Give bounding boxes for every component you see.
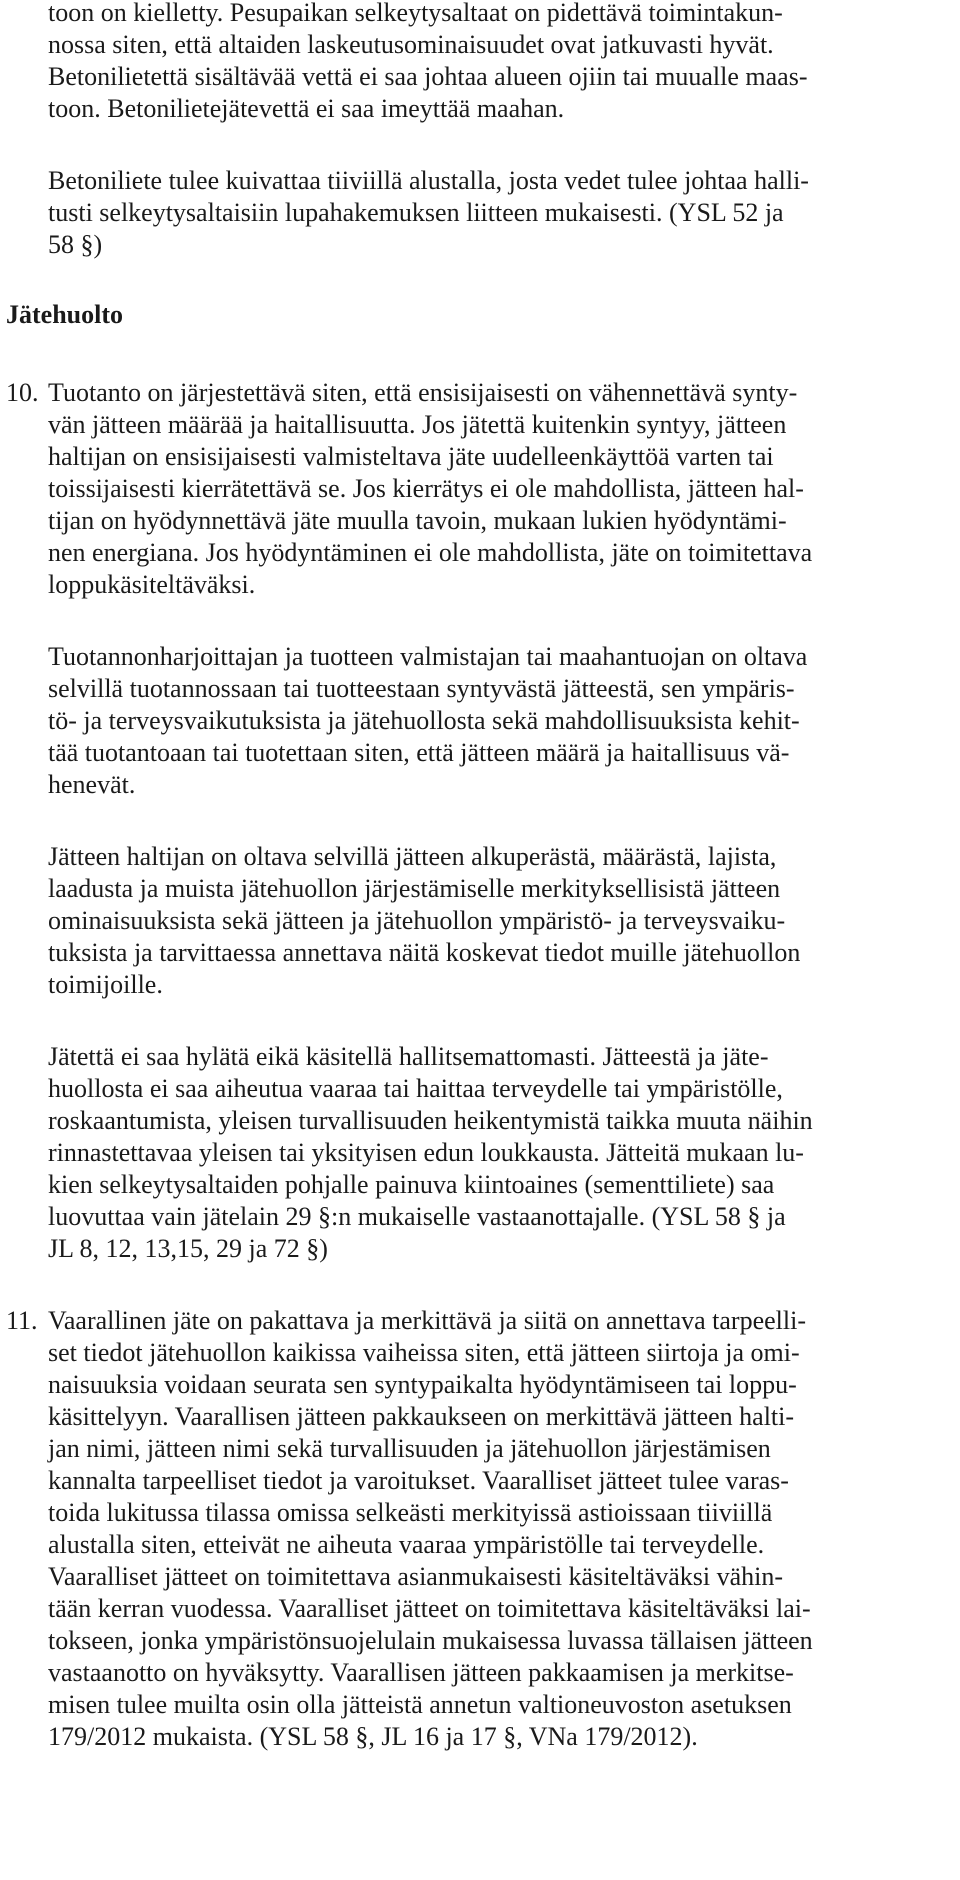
item-number: 10. — [6, 378, 39, 407]
text-line: ominaisuuksista sekä jätteen ja jätehuollon ympäristö- ja terveysvaiku- — [48, 906, 786, 935]
text-line: selvillä tuotannossaan tai tuotteestaan syntyvästä jätteestä, sen ympäris- — [48, 674, 795, 703]
text-line: toon. Betonilietejätevettä ei saa imeyttää maahan. — [48, 94, 565, 123]
text-line: toon on kielletty. Pesupaikan selkeytysaltaat on pidettävä toimintakun- — [48, 0, 783, 27]
text-line: 58 §) — [48, 230, 103, 259]
text-line: Vaarallinen jäte on pakattava ja merkittävä ja siitä on annettava tarpeelli- — [48, 1306, 806, 1335]
text-line: set tiedot jätehuollon kaikissa vaiheissa siten, että jätteen siirtoja ja omi- — [48, 1338, 800, 1367]
text-line: naisuuksia voidaan seurata sen syntypaikalta hyödyntämiseen tai loppu- — [48, 1370, 797, 1399]
text-line: laadusta ja muista jätehuollon järjestämiselle merkityksellisistä jätteen — [48, 874, 781, 903]
text-line: Jätteen haltijan on oltava selvillä jätteen alkuperästä, määrästä, lajista, — [48, 842, 777, 871]
text-line: vän jätteen määrää ja haitallisuutta. Jos jätettä kuitenkin syntyy, jätteen — [48, 410, 787, 439]
text-line: Jätettä ei saa hylätä eikä käsitellä hallitsemattomasti. Jätteestä ja jäte- — [48, 1042, 769, 1071]
text-line: tö- ja terveysvaikutuksista ja jätehuollosta sekä mahdollisuuksista kehit- — [48, 706, 800, 735]
text-line: rinnastettavaa yleisen tai yksityisen edun loukkausta. Jätteitä mukaan lu- — [48, 1138, 804, 1167]
text-line: huollosta ei saa aiheutua vaaraa tai haittaa terveydelle tai ympäristölle, — [48, 1074, 783, 1103]
text-line: Tuotannonharjoittajan ja tuotteen valmistajan tai maahantuojan on oltava — [48, 642, 808, 671]
text-line: tusti selkeytysaltaisiin lupahakemuksen liitteen mukaisesti. (YSL 52 ja — [48, 198, 784, 227]
text-line: tää tuotantoaan tai tuotettaan siten, että jätteen määrä ja haitallisuus vä- — [48, 738, 790, 767]
text-line: nossa siten, että altaiden laskeutusominaisuudet ovat jatkuvasti hyvät. — [48, 30, 774, 59]
text-line: tijan on hyödynnettävä jäte muulla tavoin, mukaan lukien hyödyntämi- — [48, 506, 787, 535]
text-line: toissijaisesti kierrätettävä se. Jos kierrätys ei ole mahdollista, jätteen hal- — [48, 474, 804, 503]
text-line: loppukäsiteltäväksi. — [48, 570, 256, 599]
text-line: Vaaralliset jätteet on toimitettava asianmukaisesti käsiteltäväksi vähin- — [48, 1562, 783, 1591]
text-line: misen tulee muilta osin olla jätteistä annetun valtioneuvoston asetuksen — [48, 1690, 792, 1719]
text-line: Betonilietettä sisältävää vettä ei saa johtaa alueen ojiin tai muualle maas- — [48, 62, 808, 91]
text-line: haltijan on ensisijaisesti valmisteltava jäte uudelleenkäyttöä varten tai — [48, 442, 774, 471]
text-line: kannalta tarpeelliset tiedot ja varoitukset. Vaaralliset jätteet tulee varas- — [48, 1466, 789, 1495]
text-line: vastaanotto on hyväksytty. Vaarallisen jätteen pakkaamisen ja merkitse- — [48, 1658, 794, 1687]
text-line: tokseen, jonka ympäristönsuojelulain mukaisessa luvassa tällaisen jätteen — [48, 1626, 813, 1655]
section-heading: Jätehuolto — [6, 300, 123, 329]
text-line: nen energiana. Jos hyödyntäminen ei ole mahdollista, jäte on toimitettava — [48, 538, 813, 567]
text-line: toida lukitussa tilassa omissa selkeästi merkityissä astioissaan tiiviillä — [48, 1498, 773, 1527]
text-line: kien selkeytysaltaiden pohjalle painuva kiintoaines (sementtiliete) saa — [48, 1170, 775, 1199]
text-line: Tuotanto on järjestettävä siten, että ensisijaisesti on vähennettävä synty- — [48, 378, 798, 407]
text-line: roskaantumista, yleisen turvallisuuden heikentymistä taikka muuta näihin — [48, 1106, 813, 1135]
text-line: tuksista ja tarvittaessa annettava näitä koskevat tiedot muille jätehuollon — [48, 938, 801, 967]
text-line: toimijoille. — [48, 970, 163, 999]
text-line: jan nimi, jätteen nimi sekä turvallisuuden ja jätehuollon järjestämisen — [48, 1434, 771, 1463]
text-line: käsittelyyn. Vaarallisen jätteen pakkaukseen on merkittävä jätteen halti- — [48, 1402, 795, 1431]
text-line: tään kerran vuodessa. Vaaralliset jätteet on toimitettava käsiteltäväksi lai- — [48, 1594, 811, 1623]
text-line: henevät. — [48, 770, 136, 799]
text-line: 179/2012 mukaista. (YSL 58 §, JL 16 ja 17 §, VNa 179/2012). — [48, 1722, 698, 1751]
text-line: Betoniliete tulee kuivattaa tiiviillä alustalla, josta vedet tulee johtaa halli- — [48, 166, 809, 195]
text-line: alustalla siten, etteivät ne aiheuta vaaraa ympäristölle tai terveydelle. — [48, 1530, 765, 1559]
item-number: 11. — [6, 1306, 38, 1335]
text-line: luovuttaa vain jätelain 29 §:n mukaiselle vastaanottajalle. (YSL 58 § ja — [48, 1202, 786, 1231]
text-line: JL 8, 12, 13,15, 29 ja 72 §) — [48, 1234, 328, 1263]
